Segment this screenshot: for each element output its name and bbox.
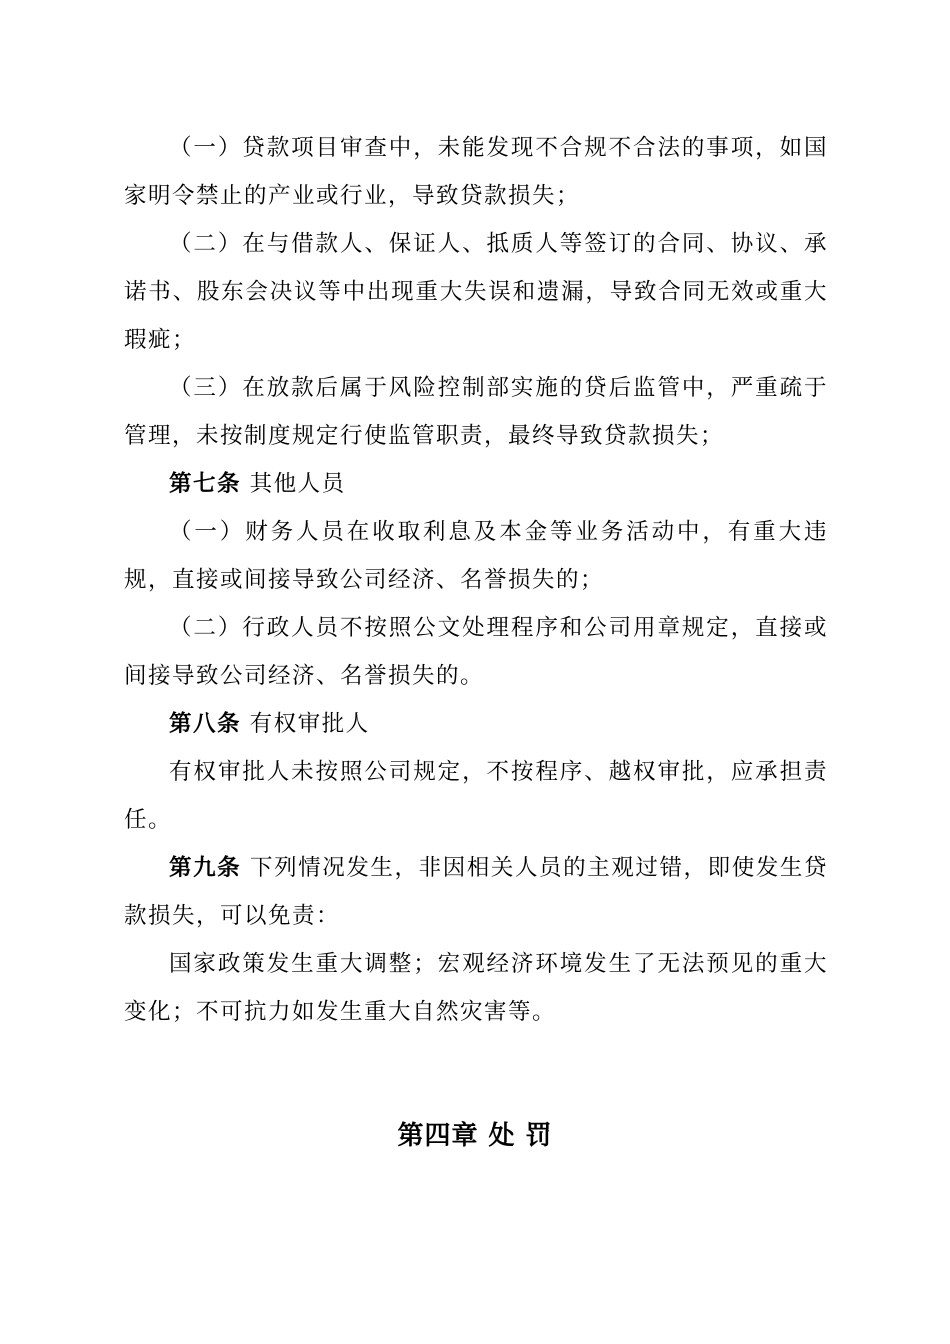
article-label: 第九条 bbox=[169, 855, 242, 881]
paragraph-text: 有权审批人未按照公司规定，不按程序、越权审批，应承担责任。 bbox=[124, 759, 828, 833]
paragraph-admin-staff bbox=[124, 604, 828, 700]
paragraph-text: 有权审批人 bbox=[241, 711, 370, 737]
paragraph-text: （三）在放款后属于风险控制部实施的贷后监管中，严重疏于管理，未按制度规定行使监管职责，最终导致贷款损失； bbox=[124, 375, 828, 449]
paragraph-text: 下列情况发生，非因相关人员的主观过错，即使发生贷款损失，可以免责： bbox=[124, 855, 828, 929]
document-body bbox=[124, 124, 828, 1036]
paragraph-exemptions bbox=[124, 940, 828, 1036]
paragraph-text: （二）在与借款人、保证人、抵质人等签订的合同、协议、承诺书、股东会决议等中出现重大失误和遗漏，导致合同无效或重大瑕疵； bbox=[124, 231, 828, 353]
article-label: 第八条 bbox=[169, 711, 242, 737]
paragraph-post-loan-monitoring bbox=[124, 364, 828, 460]
paragraph-text: （一）贷款项目审查中，未能发现不合规不合法的事项，如国家明令禁止的产业或行业，导致贷款损失； bbox=[124, 135, 828, 209]
paragraph-loan-review bbox=[124, 124, 828, 220]
paragraph-contract-errors bbox=[124, 220, 828, 364]
chapter-title: 第四章 处 罚 bbox=[397, 1121, 553, 1151]
paragraph-text: （二）行政人员不按照公文处理程序和公司用章规定，直接或间接导致公司经济、名誉损失的。 bbox=[124, 615, 828, 689]
paragraph-text: （一）财务人员在收取利息及本金等业务活动中，有重大违规，直接或间接导致公司经济、名誉损失的； bbox=[124, 519, 828, 593]
paragraph-text: 国家政策发生重大调整；宏观经济环境发生了无法预见的重大变化；不可抗力如发生重大自然灾害等。 bbox=[124, 951, 828, 1025]
paragraph-finance-staff bbox=[124, 508, 828, 604]
article-7-heading bbox=[124, 460, 828, 508]
paragraph-approver bbox=[124, 748, 828, 844]
article-8-heading bbox=[124, 700, 828, 748]
paragraph-text: 其他人员 bbox=[241, 471, 346, 497]
article-label: 第七条 bbox=[169, 471, 242, 497]
article-9-heading bbox=[124, 844, 828, 940]
